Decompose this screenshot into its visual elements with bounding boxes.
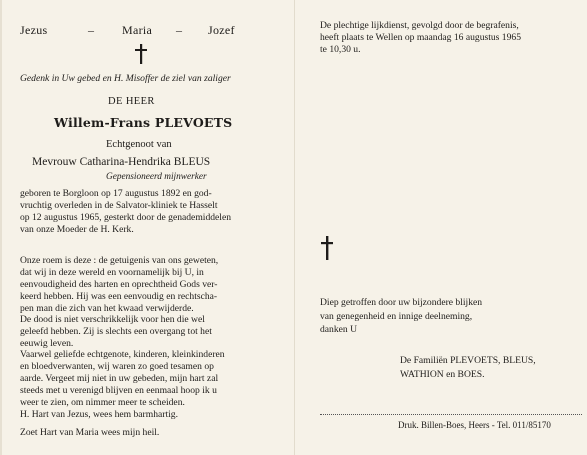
- bio-paragraph: [20, 188, 282, 236]
- dotted-divider: [320, 414, 582, 415]
- text-line: Onze roem is deze : de getuigenis van ons geweten,: [20, 255, 219, 266]
- name-jozef: Jozef: [208, 23, 235, 37]
- printer-credit: Druk. Billen-Boes, Heers - Tel. 011/85170: [398, 420, 551, 430]
- spouse-name: Mevrouw Catharina-Hendrika BLEUS: [32, 156, 211, 168]
- text-line: weer te zien, om nimmer meer te scheiden.: [20, 397, 185, 408]
- dedication-line: Gedenk in Uw gebed en H. Misoffer de ziel van zaliger: [20, 73, 231, 84]
- cross-icon: [134, 44, 148, 64]
- dash-2: –: [176, 23, 183, 37]
- occupation: Gepensioneerd mijnwerker: [106, 172, 207, 182]
- text-line: danken U: [320, 324, 358, 335]
- bio-line: geboren te Borgloon op 17 augustus 1892 en god-: [20, 188, 212, 199]
- cross-icon: [320, 236, 334, 260]
- title-de-heer: DE HEER: [108, 96, 155, 107]
- name-jezus: Jezus: [20, 23, 48, 37]
- text-line: dat wij in deze wereld en voornamelijk bij U, in: [20, 267, 204, 278]
- text-line: en bloedverwanten, wij waren zo goed tesamen op: [20, 361, 214, 372]
- text-line: te 10,30 u.: [320, 44, 361, 55]
- fold-line: [294, 0, 295, 455]
- text-line: Diep getroffen door uw bijzondere blijken: [320, 297, 483, 308]
- bio-line: van onze Moeder de H. Kerk.: [20, 224, 134, 235]
- text-line: eeuwig leven.: [20, 338, 74, 349]
- text-line: keerd hebben. Hij was een eenvoudig en rechtscha-: [20, 291, 218, 302]
- text-line: De Familiën PLEVOETS, BLEUS,: [400, 355, 536, 366]
- spouse-intro: Echtgenoot van: [106, 139, 172, 150]
- text-line: aarde. Vergeet mij niet in uw gebeden, mijn hart zal: [20, 373, 219, 384]
- thanks-paragraph: [320, 296, 582, 337]
- text-line: eenvoudigheid des harten en oprechtheid Gods ver-: [20, 279, 218, 290]
- prayer-mary: Zoet Hart van Maria wees mijn heil.: [20, 427, 160, 438]
- bio-line: vruchtig overleden in de Salvator-kliniek te Hasselt: [20, 200, 218, 211]
- text-line: heeft plaats te Wellen op maandag 16 augustus 1965: [320, 32, 521, 43]
- paragraph-glory: [20, 255, 282, 315]
- dash-1: –: [88, 23, 95, 37]
- text-line: De plechtige lijkdienst, gevolgd door de begrafenis,: [320, 20, 519, 31]
- prayer-sacred-heart: H. Hart van Jezus, wees hem barmhartig.: [20, 409, 178, 420]
- deceased-name: Willem-Frans PLEVOETS: [54, 115, 233, 130]
- families-signature: [400, 354, 587, 382]
- text-line: geleefd hebben. Zij is slechts een overgang tot het: [20, 326, 212, 337]
- text-line: WATHION en BOES.: [400, 369, 485, 380]
- bio-line: op 12 augustus 1965, gesterkt door de genademiddelen: [20, 212, 232, 223]
- text-line: pen man die zich van het kwaad verwijderde.: [20, 303, 194, 314]
- text-line: steeds met u verenigd blijven en eenmaal hoop ik u: [20, 385, 217, 396]
- text-line: van genegenheid en innige deelneming,: [320, 310, 473, 322]
- service-announcement: [320, 20, 582, 56]
- paragraph-death: [20, 314, 282, 350]
- paragraph-farewell: [20, 349, 282, 409]
- text-line: De dood is niet verschrikkelijk voor hen die wel: [20, 314, 205, 325]
- name-maria: Maria: [122, 23, 153, 37]
- text-line: Vaarwel geliefde echtgenote, kinderen, kleinkinderen: [20, 349, 225, 360]
